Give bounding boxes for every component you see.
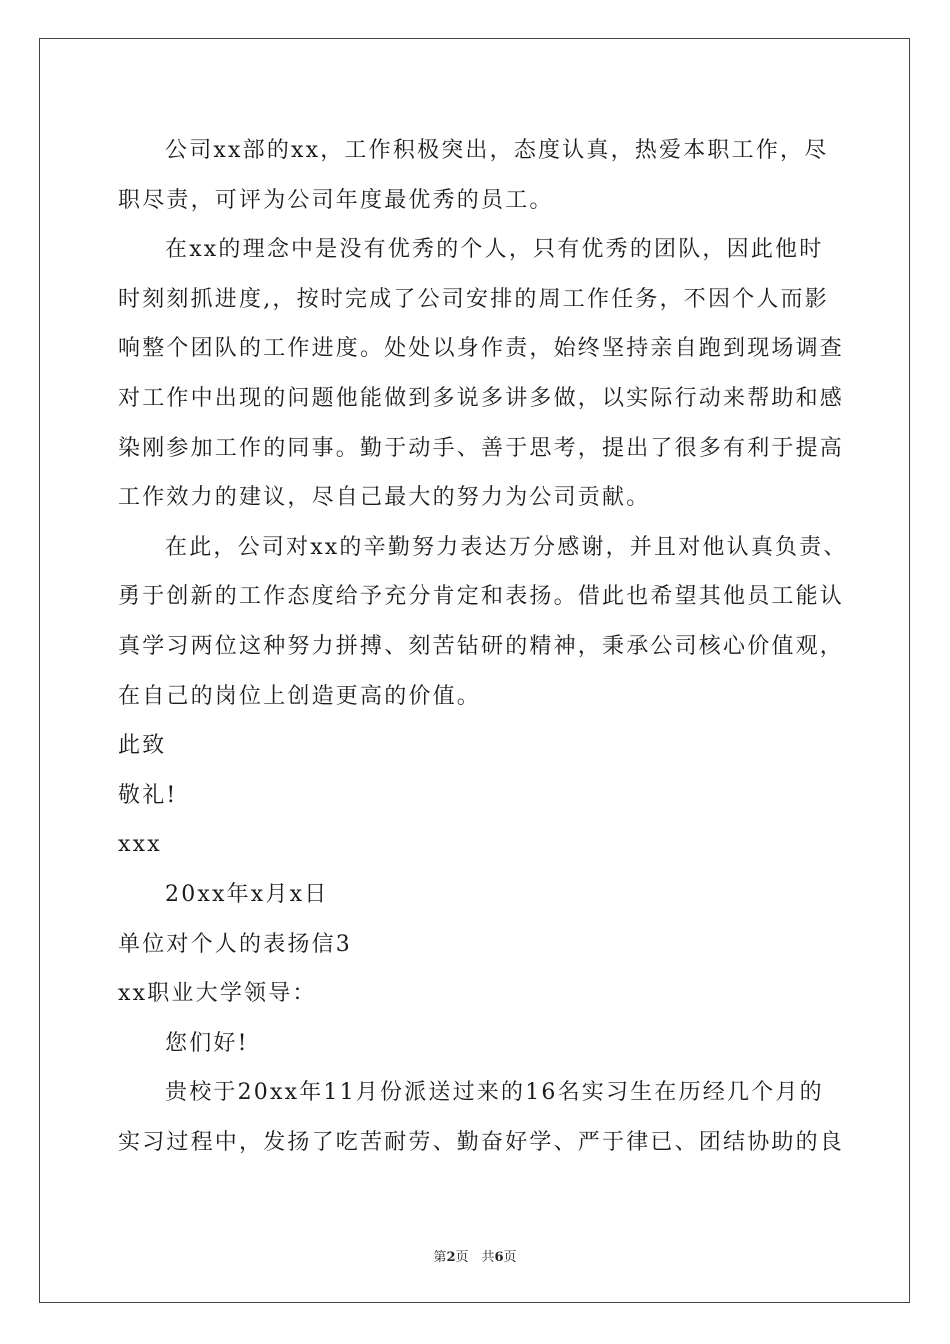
page-mid: 页 共: [455, 1250, 495, 1265]
letter-greeting: 您们好!: [165, 1030, 249, 1056]
paragraph-line: 职尽责，可评为公司年度最优秀的员工。: [118, 187, 554, 213]
paragraph-line: 公司xx部的xx，工作积极突出，态度认真，热爱本职工作，尽: [165, 138, 829, 163]
paragraph-line: 响整个团队的工作进度。处处以身作责，始终坚持亲自跑到现场调查: [118, 336, 845, 362]
paragraph-line: 贵校于20xx年11月份派送过来的16名实习生在历经几个月的: [165, 1080, 824, 1106]
page-suffix: 页: [503, 1250, 517, 1265]
page-current: 2: [446, 1250, 456, 1265]
document-body: [118, 126, 848, 1167]
page-total: 6: [494, 1250, 504, 1265]
paragraph-line: 时刻刻抓进度,，按时完成了公司安排的周工作任务，不因个人而影: [118, 286, 829, 312]
paragraph-line: 勇于创新的工作态度给予充分肯定和表扬。借此也希望其他员工能认: [118, 584, 845, 610]
paragraph-line: 工作效力的建议，尽自己最大的努力为公司贡献。: [118, 485, 651, 511]
paragraph-line: 在此，公司对xx的辛勤努力表达万分感谢，并且对他认真负责、: [165, 534, 848, 560]
closing-salutation: 此致: [118, 733, 167, 759]
paragraph-line: 真学习两位这种努力拼搏、刻苦钻研的精神，秉承公司核心价值观，: [118, 633, 845, 659]
paragraph-line: 染刚参加工作的同事。勤于动手、善于思考，提出了很多有利于提高: [118, 435, 845, 461]
letter-addressee: xx职业大学领导：: [118, 981, 317, 1007]
paragraph-line: 对工作中出现的问题他能做到多说多讲多做，以实际行动来帮助和感: [118, 385, 845, 411]
signature-name: xxx: [118, 832, 162, 858]
paragraph-line: 在自己的岗位上创造更高的价值。: [118, 683, 482, 709]
closing-regards: 敬礼!: [118, 782, 178, 808]
paragraph-line: 实习过程中，发扬了吃苦耐劳、勤奋好学、严于律已、团结协助的良: [118, 1129, 845, 1155]
page-number-footer: [0, 1246, 950, 1265]
signature-date: 20xx年x月x日: [165, 881, 329, 907]
paragraph-line: 在xx的理念中是没有优秀的个人，只有优秀的团队，因此他时: [165, 237, 824, 263]
letter-title: 单位对个人的表扬信3: [118, 931, 352, 957]
page-prefix: 第: [433, 1250, 447, 1265]
